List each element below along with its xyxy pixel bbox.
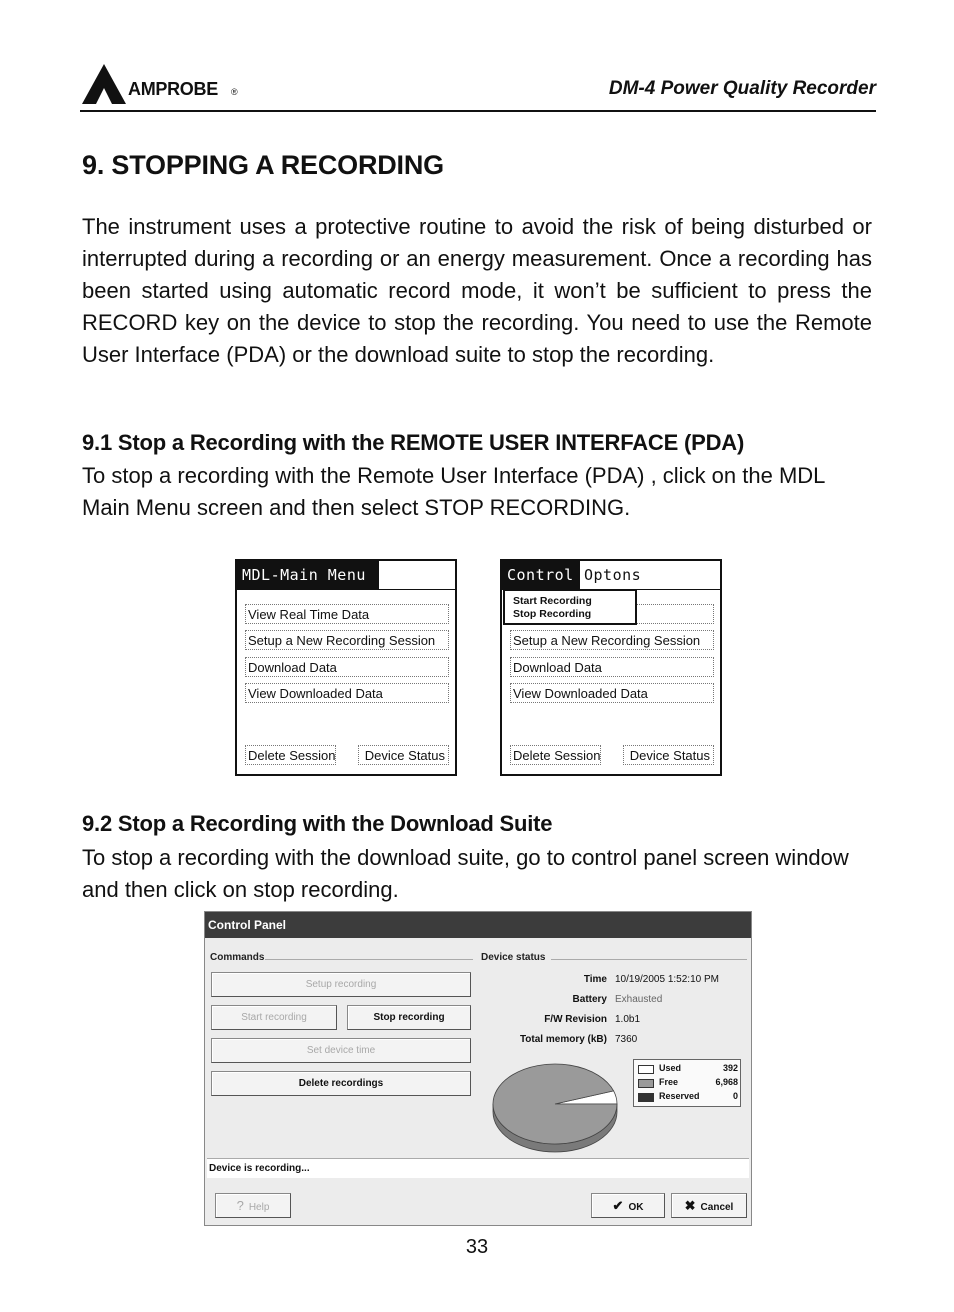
section-9-1-body: To stop a recording with the Remote User Interface (PDA) , click on the MDL Main Menu screen and then select STOP RECORDING.: [82, 463, 825, 520]
legend-free: [638, 1077, 738, 1090]
options-menu-title[interactable]: Optons: [584, 566, 642, 584]
ok-button[interactable]: [591, 1193, 665, 1218]
status-row-firmware: [475, 1014, 745, 1030]
commands-separator: [265, 959, 473, 960]
memory-legend: [633, 1059, 741, 1107]
section-9-body: The instrument uses a protective routine to avoid the risk of being disturbed or interrupted during a recording or an energy measurement. Once a recording has been started using automatic record mode, it won’t be sufficient to press the RECORD key on the device to stop the recording. You need to use the Remote User Interface (PDA) or the download suite to stop the recording.: [82, 214, 872, 367]
pie-slice-free: [493, 1064, 617, 1144]
status-row-time: [475, 974, 745, 990]
stop-recording-option[interactable]: Stop Recording: [513, 608, 592, 620]
document-title: DM-4 Power Quality Recorder: [608, 78, 876, 99]
device-status-separator: [551, 959, 747, 960]
triangle-logo-icon: [80, 62, 128, 106]
legend-free-label: Free: [659, 1077, 679, 1087]
cancel-button[interactable]: [671, 1193, 747, 1218]
delete-session-button[interactable]: Delete Session: [510, 745, 601, 765]
brand-name: AMPROBE: [128, 79, 218, 99]
menu-item-view-downloaded-data[interactable]: View Downloaded Data: [245, 683, 449, 703]
pda-control-options-screen: [500, 559, 722, 776]
help-label: Help: [248, 1202, 270, 1213]
legend-used-value: 392: [722, 1063, 738, 1073]
legend-free-value: 6,968: [715, 1077, 738, 1087]
section-9-2-heading: 9.2 Stop a Recording with the Download Suite: [82, 811, 553, 836]
x-icon: ✖: [684, 1198, 696, 1213]
start-recording-option[interactable]: Start Recording: [513, 595, 592, 607]
status-row-total-memory: [475, 1034, 745, 1050]
device-status-button[interactable]: Device Status: [623, 745, 714, 765]
menu-item-view-real-time-data[interactable]: View Real Time Data: [245, 604, 449, 624]
section-9-1-heading: 9.1 Stop a Recording with the REMOTE USER INTERFACE (PDA): [82, 430, 745, 455]
control-panel-title: Control Panel: [205, 912, 751, 938]
status-key: Time: [583, 974, 607, 985]
stop-recording-button[interactable]: Stop recording: [347, 1005, 471, 1030]
legend-used: [638, 1063, 738, 1076]
cancel-label: Cancel: [700, 1202, 734, 1213]
page-header: [80, 60, 876, 112]
device-status-button[interactable]: Device Status: [358, 745, 449, 765]
free-swatch: [638, 1079, 654, 1088]
status-key: Total memory (kB): [519, 1034, 607, 1045]
start-recording-button[interactable]: Start recording: [211, 1005, 337, 1030]
section-9-2-body: To stop a recording with the download suite, go to control panel screen window and then click on stop recording.: [82, 845, 849, 902]
legend-used-label: Used: [659, 1063, 682, 1073]
legend-reserved: [638, 1091, 738, 1104]
delete-session-button[interactable]: Delete Session: [245, 745, 336, 765]
device-status-group-label: Device status: [481, 952, 546, 963]
setup-recording-button[interactable]: Setup recording: [211, 972, 471, 997]
status-value: Exhausted: [615, 994, 663, 1005]
page-number: 33: [465, 1236, 489, 1258]
status-value: 1.0b1: [615, 1014, 641, 1025]
pda-main-menu-title: MDL-Main Menu: [237, 561, 379, 589]
status-key: Battery: [572, 994, 607, 1005]
recording-status-bar: Device is recording...: [207, 1158, 749, 1178]
set-device-time-button[interactable]: Set device time: [211, 1038, 471, 1063]
status-row-battery: [475, 994, 745, 1010]
menu-item-download-data[interactable]: Download Data: [510, 657, 714, 677]
registered-mark: ®: [231, 87, 238, 97]
amprobe-logo: [80, 62, 250, 106]
ok-label: OK: [628, 1202, 644, 1213]
help-button[interactable]: [215, 1193, 291, 1218]
legend-reserved-label: Reserved: [659, 1091, 700, 1101]
control-dropdown-menu: [503, 589, 637, 625]
used-swatch: [638, 1065, 654, 1074]
status-value: 7360: [615, 1034, 638, 1045]
menu-item-view-downloaded-data[interactable]: View Downloaded Data: [510, 683, 714, 703]
checkmark-icon: ✔: [612, 1198, 624, 1213]
divider: [237, 589, 455, 590]
status-key: F/W Revision: [544, 1014, 607, 1025]
menu-item-setup-recording-session[interactable]: Setup a New Recording Session: [510, 630, 714, 650]
question-icon: ?: [236, 1198, 244, 1213]
reserved-swatch: [638, 1093, 654, 1102]
pda-main-menu-screen: [235, 559, 457, 776]
section-9-heading: 9. STOPPING A RECORDING: [82, 150, 444, 180]
commands-group-label: Commands: [210, 952, 265, 963]
menu-item-download-data[interactable]: Download Data: [245, 657, 449, 677]
status-value: 10/19/2005 1:52:10 PM: [615, 974, 719, 985]
control-panel-window: [204, 911, 752, 1226]
memory-pie-chart: [487, 1060, 627, 1160]
legend-reserved-value: 0: [732, 1091, 738, 1101]
control-menu-title[interactable]: Control: [502, 561, 580, 589]
delete-recordings-button[interactable]: Delete recordings: [211, 1071, 471, 1096]
menu-item-setup-recording-session[interactable]: Setup a New Recording Session: [245, 630, 449, 650]
